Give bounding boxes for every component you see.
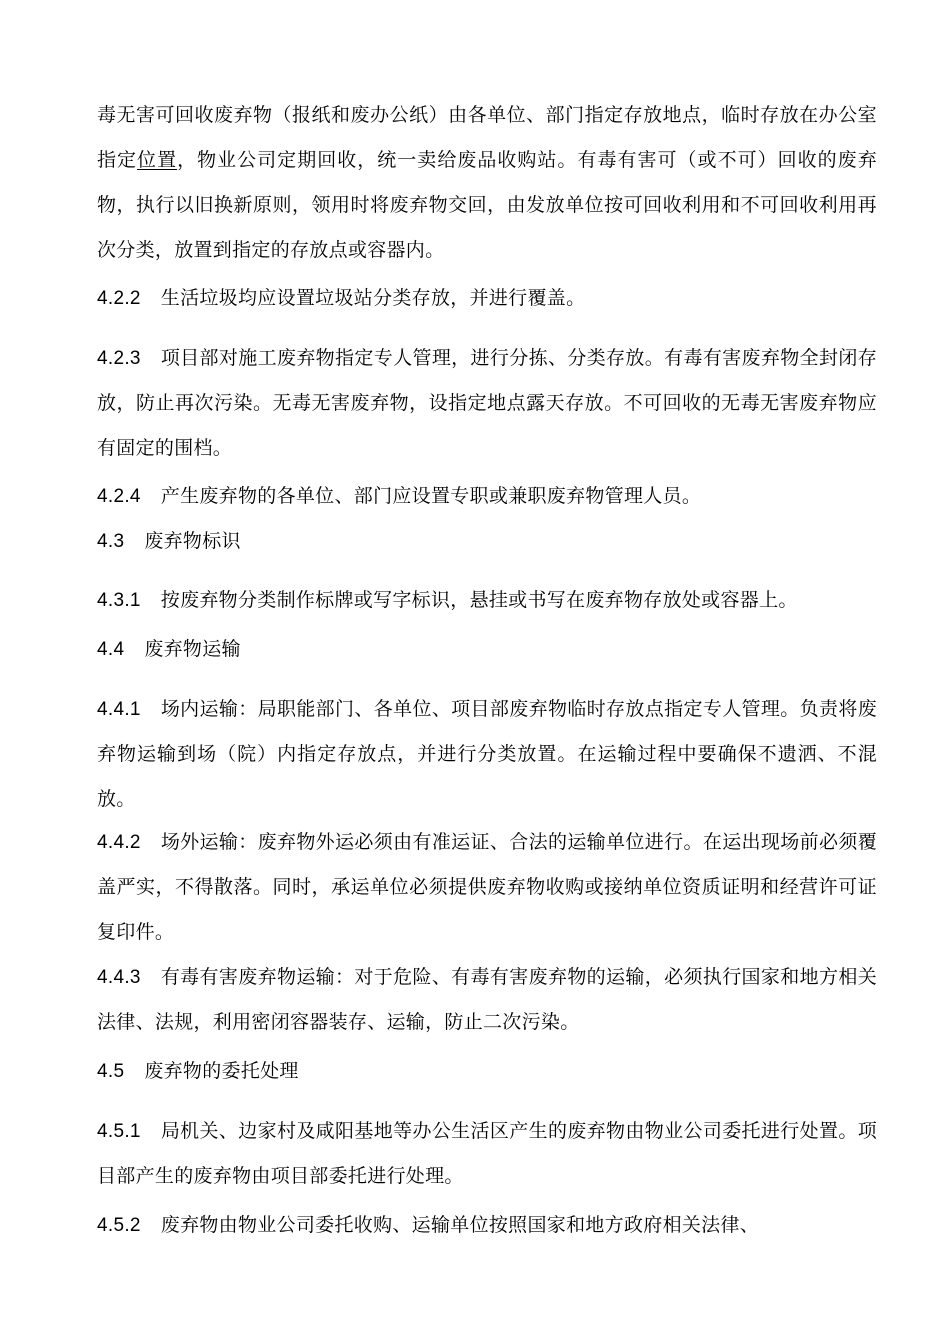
paragraph-text: 按废弃物分类制作标牌或写字标识，悬挂或书写在废弃物存放处或容器上。 — [160, 589, 798, 611]
paragraph-4-5-1 — [97, 1109, 877, 1199]
paragraph-text: 产生废弃物的各单位、部门应设置专职或兼职废弃物管理人员。 — [160, 485, 702, 507]
paragraph-text: 毒无害可回收废弃物（报纸和废办公纸）由各单位、部门指定存放地点，临时存放在办公室指定 — [97, 104, 877, 171]
paragraph-4-2-3 — [97, 336, 877, 471]
section-number: 4.2.3 — [97, 348, 141, 369]
section-number: 4.3 — [97, 531, 125, 552]
heading-4-5 — [97, 1049, 877, 1094]
heading-text: 废弃物的委托处理 — [144, 1060, 299, 1082]
section-number: 4.4 — [97, 639, 125, 660]
section-number: 4.2.2 — [97, 288, 141, 309]
heading-text: 废弃物运输 — [144, 638, 241, 660]
paragraph-text: 项目部对施工废弃物指定专人管理，进行分拣、分类存放。有毒有害废弃物全封闭存放，防止再次污染。无毒无害废弃物，设指定地点露天存放。不可回收的无毒无害废弃物应有固定的围档。 — [97, 347, 877, 459]
section-number: 4.2.4 — [97, 486, 141, 507]
section-number: 4.4.2 — [97, 832, 141, 853]
heading-4-4 — [97, 627, 877, 672]
paragraph-text: 场外运输：废弃物外运必须由有准运证、合法的运输单位进行。在运出现场前必须覆盖严实，不得散落。同时，承运单位必须提供废弃物收购或接纳单位资质证明和经营许可证复印件。 — [97, 831, 877, 943]
heading-4-3 — [97, 519, 877, 564]
paragraph-text: 场内运输：局职能部门、各单位、项目部废弃物临时存放点指定专人管理。负责将废弃物运输到场（院）内指定存放点，并进行分类放置。在运输过程中要确保不遗洒、不混放。 — [97, 698, 877, 810]
paragraph-text: 废弃物由物业公司委托收购、运输单位按照国家和地方政府相关法律、 — [160, 1214, 760, 1236]
underlined-text: 位置 — [137, 149, 178, 171]
section-number: 4.5 — [97, 1061, 125, 1082]
paragraph-4-2-2 — [97, 276, 877, 321]
heading-text: 废弃物标识 — [144, 530, 241, 552]
section-number: 4.4.3 — [97, 967, 141, 988]
paragraph-4-4-1 — [97, 687, 877, 822]
section-number: 4.5.2 — [97, 1215, 141, 1236]
section-number: 4.3.1 — [97, 590, 141, 611]
paragraph-text: 局机关、边家村及咸阳基地等办公生活区产生的废弃物由物业公司委托进行处置。项目部产生的废弃物由项目部委托进行处理。 — [97, 1120, 877, 1187]
section-number: 4.4.1 — [97, 699, 141, 720]
paragraph-4-4-2 — [97, 820, 877, 955]
paragraph-4-5-2 — [97, 1203, 877, 1248]
paragraph-text: ，物业公司定期回收，统一卖给废品收购站。有毒有害可（或不可）回收的废弃物，执行以旧换新原则，领用时将废弃物交回，由发放单位按可回收利用和不可回收利用再次分类，放置到指定的存放点或容器内。 — [97, 149, 877, 261]
section-number: 4.5.1 — [97, 1121, 141, 1142]
paragraph-4-3-1 — [97, 578, 877, 623]
paragraph-text: 有毒有害废弃物运输：对于危险、有毒有害废弃物的运输，必须执行国家和地方相关法律、法规，利用密闭容器装存、运输，防止二次污染。 — [97, 966, 877, 1033]
paragraph-4-4-3 — [97, 955, 877, 1045]
paragraph-text: 生活垃圾均应设置垃圾站分类存放，并进行覆盖。 — [160, 287, 586, 309]
paragraph-continuation — [97, 93, 877, 273]
paragraph-4-2-4 — [97, 474, 877, 519]
